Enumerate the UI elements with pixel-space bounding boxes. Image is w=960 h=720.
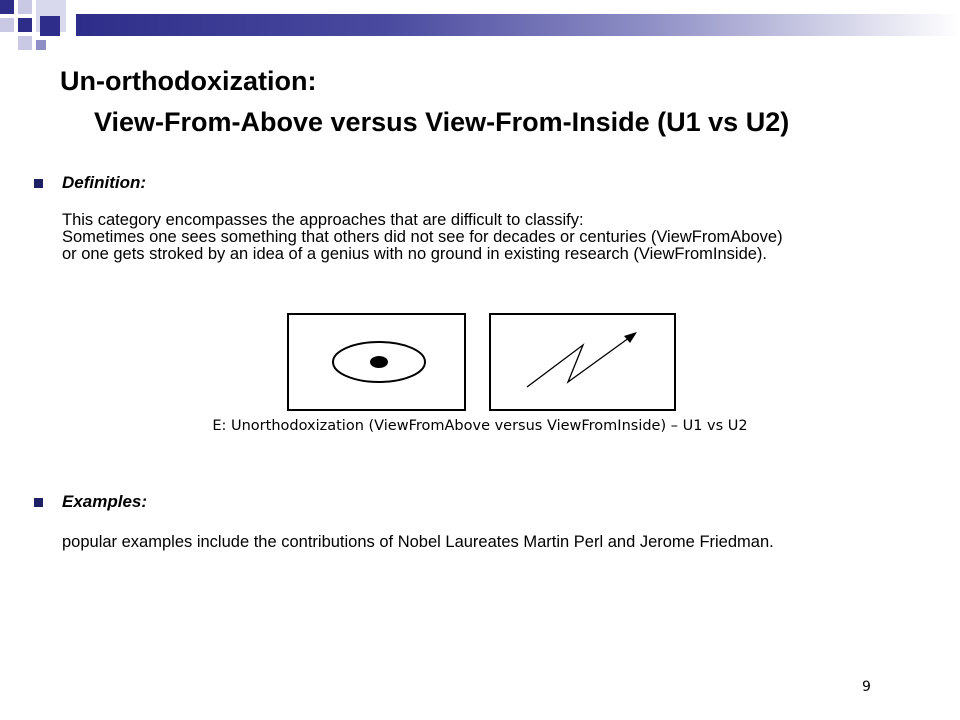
zigzag-arrow-diagram-icon <box>491 315 674 409</box>
figure-caption: E: Unorthodoxization (ViewFromAbove versus ViewFromInside) – U1 vs U2 <box>212 418 748 434</box>
decor-square-3 <box>0 18 14 32</box>
examples-text: popular examples include the contributions of Nobel Laureates Martin Perl and Jerome Friedman. <box>62 533 774 551</box>
decor-square-1 <box>0 0 14 14</box>
decor-square-4 <box>18 18 32 32</box>
definition-line-2: Sometimes one sees something that others did not see for decades or centuries (ViewFromAbove) <box>62 228 783 246</box>
slide-title-line2: View-From-Above versus View-From-Inside (U1 vs U2) <box>94 107 790 137</box>
decor-square-6 <box>40 16 60 36</box>
ellipse-dot-diagram-icon <box>289 315 464 409</box>
definition-line-3: or one gets stroked by an idea of a genius with no ground in existing research (ViewFromInside). <box>62 245 767 263</box>
bullet-square-icon <box>34 498 43 507</box>
header-gradient-bar <box>76 14 960 36</box>
examples-heading: Examples: <box>62 492 148 511</box>
definition-line-1: This category encompasses the approaches that are difficult to classify: <box>62 211 584 229</box>
bullet-square-icon <box>34 179 43 188</box>
decor-square-8 <box>36 40 46 50</box>
decor-square-2 <box>18 0 32 14</box>
decor-square-7 <box>18 36 32 50</box>
slide-title-line1: Un-orthodoxization: <box>60 66 317 96</box>
view-from-above-box <box>287 313 466 411</box>
view-from-inside-box <box>489 313 676 411</box>
definition-heading: Definition: <box>62 173 147 192</box>
slide-number: 9 <box>862 679 871 695</box>
